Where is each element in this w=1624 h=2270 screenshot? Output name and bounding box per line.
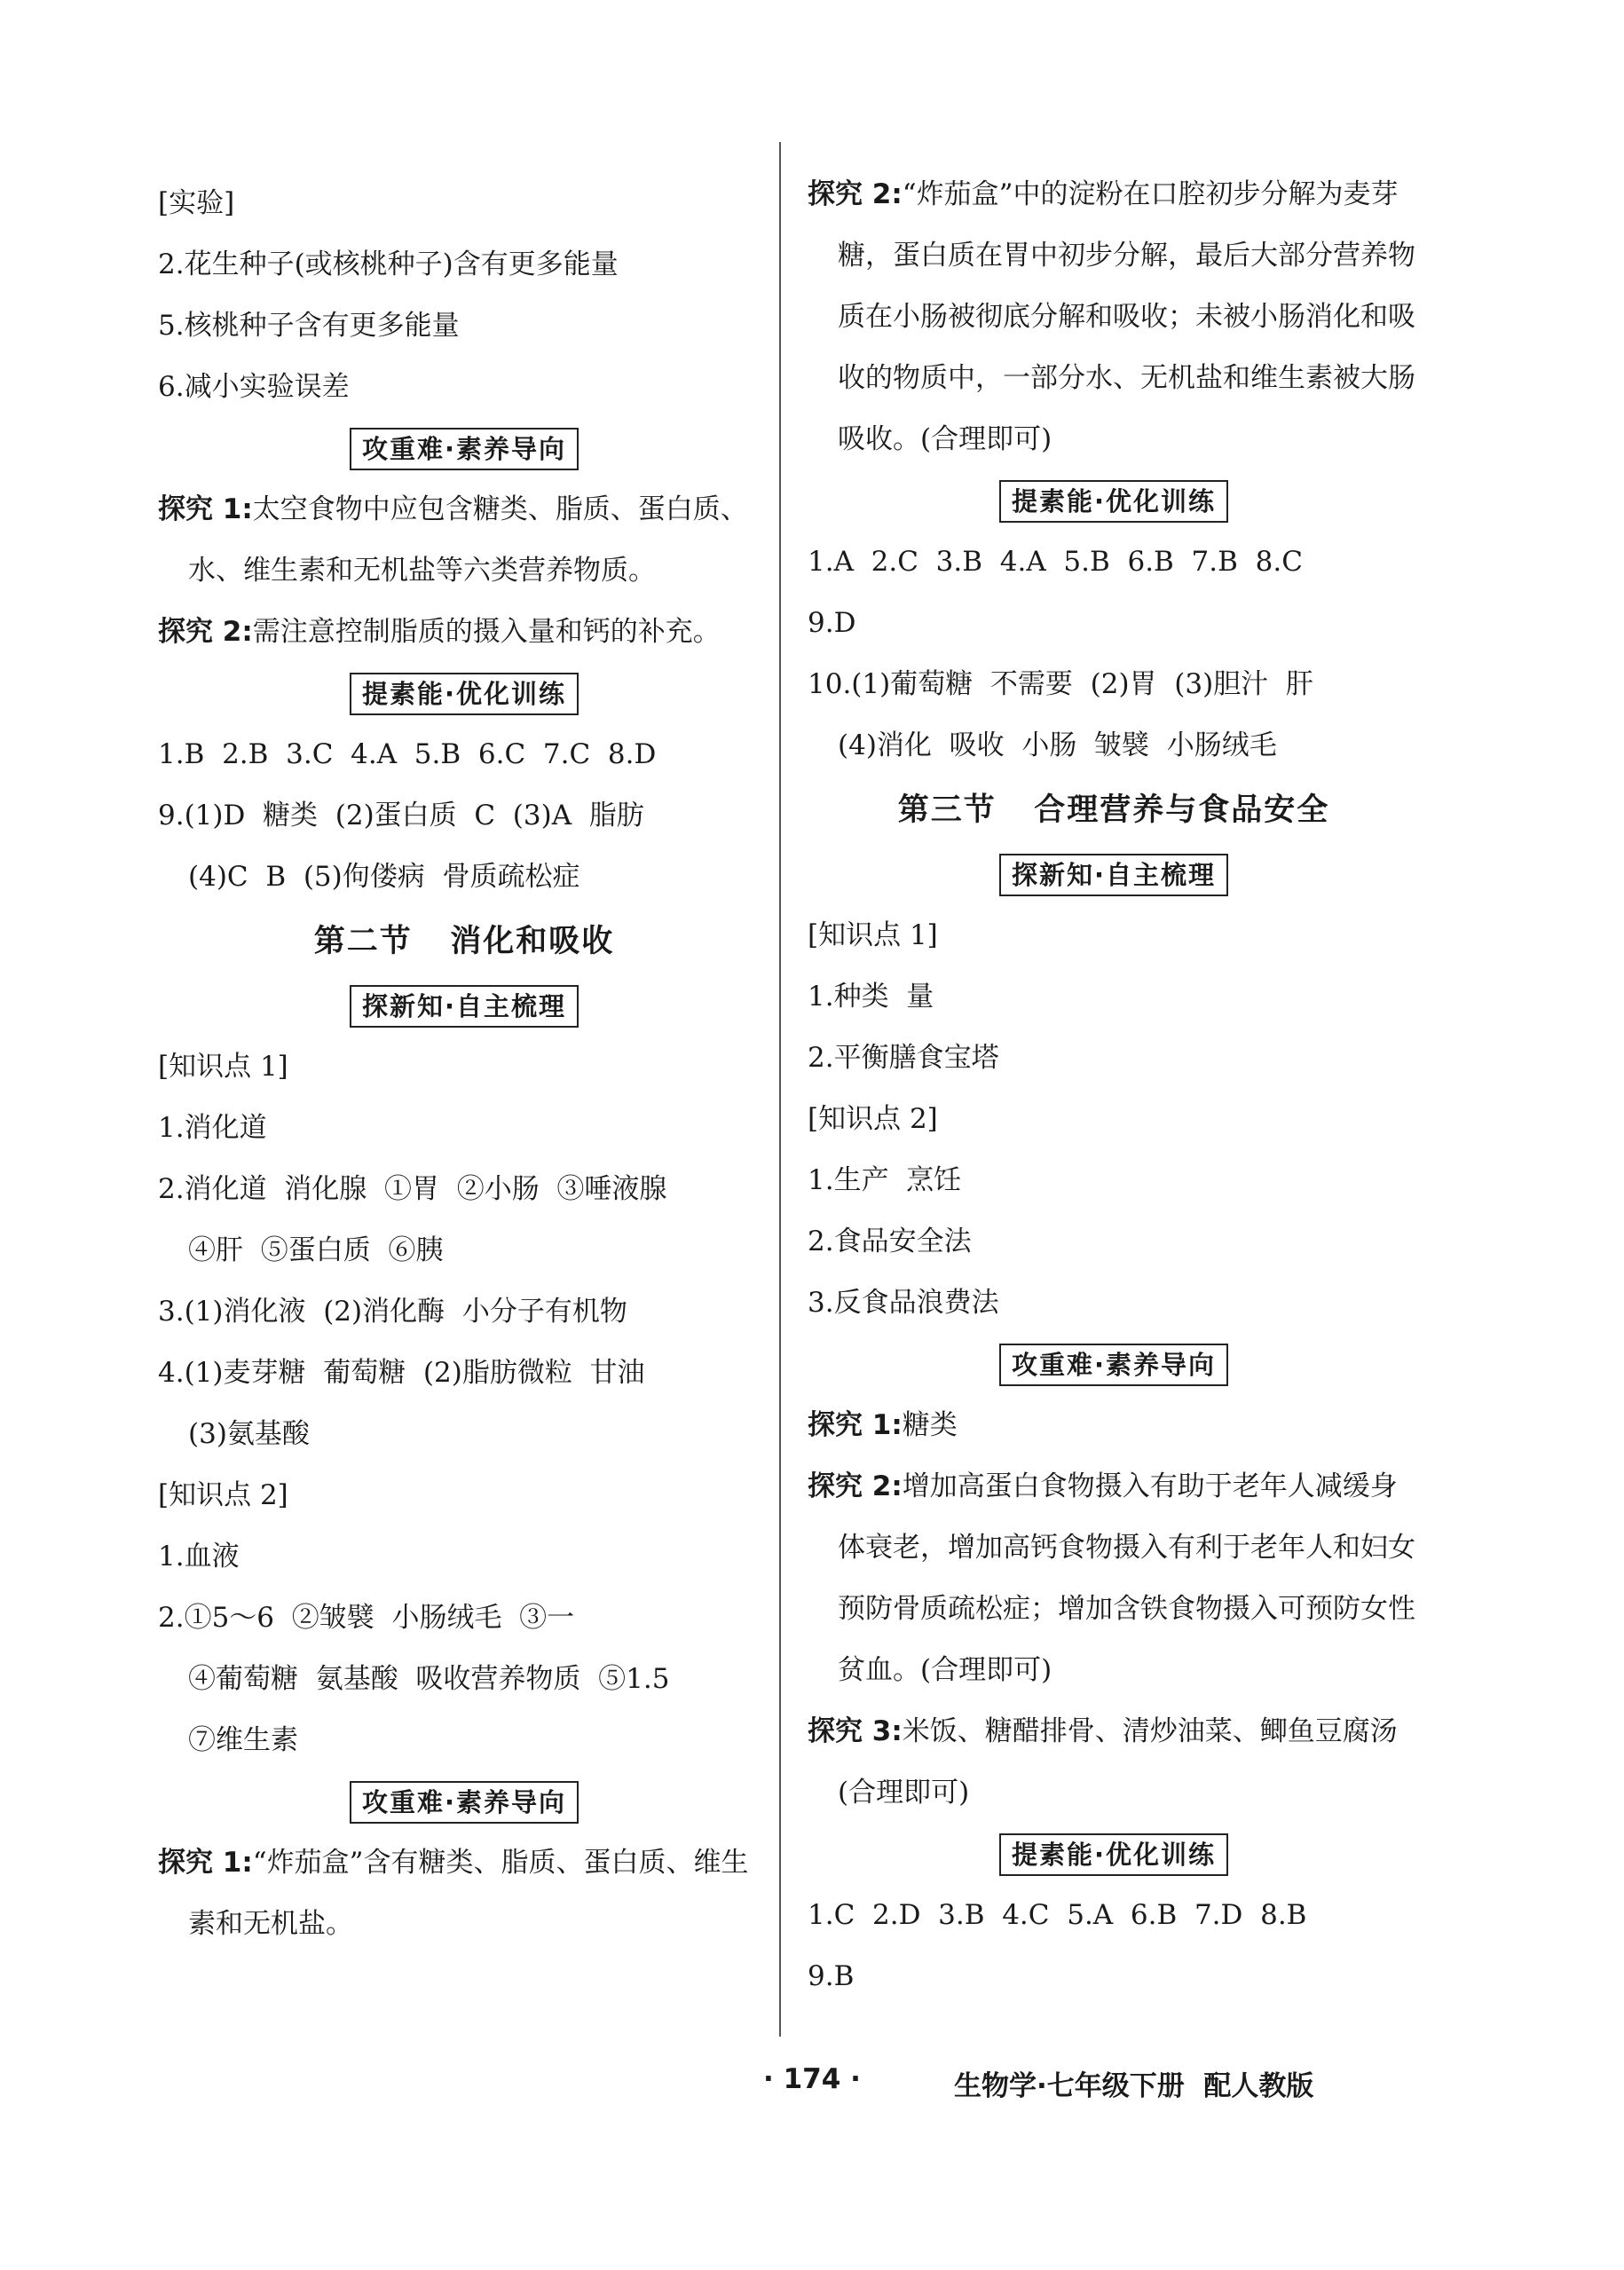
inquiry-label: 探究 1: [808, 1409, 903, 1441]
left-column [158, 173, 770, 1955]
section-box-label: 探新知·自主梳理 [999, 854, 1228, 896]
inquiry-text: 米饭、糖醋排骨、清炒油菜、鲫鱼豆腐汤(合理即可) [838, 1715, 1398, 1809]
inquiry-text: 素和无机盐。 [188, 1908, 353, 1940]
section-box-label: 探新知·自主梳理 [350, 985, 579, 1028]
answer-line: 1.种类 量 [808, 981, 934, 1013]
answer-line: ④肝 ⑤蛋白质 ⑥胰 [188, 1234, 444, 1266]
inquiry-label: 探究 2: [808, 1470, 903, 1502]
answer-line: 2.消化道 消化腺 ①胃 ②小肠 ③唾液腺 [158, 1173, 667, 1205]
answer-line: 1.B 2.B 3.C 4.A 5.B 6.C 7.C 8.D [158, 738, 657, 770]
answer-line: (3)氨基酸 [188, 1418, 310, 1450]
section-box-label: 攻重难·素养导向 [999, 1344, 1228, 1386]
section-box-label: 攻重难·素养导向 [350, 428, 579, 470]
inquiry-text: 糖类 [902, 1409, 958, 1441]
knowledge-point-heading: [知识点 2] [158, 1479, 288, 1511]
knowledge-point-heading: [知识点 2] [808, 1103, 938, 1135]
page-number: · 174 · [763, 2063, 861, 2095]
answer-line: 1.C 2.D 3.B 4.C 5.A 6.B 7.D 8.B [808, 1899, 1307, 1931]
answer-line: 1.消化道 [158, 1112, 267, 1144]
answer-line: 2.①5～6 ②皱襞 小肠绒毛 ③一 [158, 1602, 575, 1634]
inquiry-text: 需注意控制脂质的摄入量和钙的补充。 [252, 616, 721, 648]
answer-line: (4)C B (5)佝偻病 骨质疏松症 [188, 861, 580, 893]
section-title: 第二节 消化和吸收 [313, 924, 615, 959]
section-box-label: 提素能·优化训练 [999, 1833, 1228, 1876]
answer-line: 2.食品安全法 [808, 1226, 972, 1257]
inquiry-label: 探究 1: [158, 1847, 253, 1879]
experiment-heading: [实验] [158, 187, 235, 219]
inquiry-text: 太空食物中应包含糖类、脂质、蛋白质、 [252, 493, 748, 525]
answer-line: 5.核桃种子含有更多能量 [158, 310, 460, 342]
knowledge-point-heading: [知识点 1] [158, 1051, 288, 1083]
section-box-label: 攻重难·素养导向 [350, 1781, 579, 1824]
answer-line: 1.血液 [158, 1541, 240, 1572]
footer-title: 生物学·七年级下册 配人教版 [954, 2070, 1314, 2102]
answer-line: ⑦维生素 [188, 1724, 298, 1756]
inquiry-text: 水、维生素和无机盐等六类营养物质。 [188, 555, 656, 587]
inquiry-text: 增加高蛋白食物摄入有助于老年人减缓身体衰老，增加高钙食物摄入有利于老年人和妇女预防骨质疏松症；增加含铁食物摄入可预防女性贫血。(合理即可) [838, 1470, 1415, 1686]
answer-line: (4)消化 吸收 小肠 皱襞 小肠绒毛 [838, 729, 1277, 761]
knowledge-point-heading: [知识点 1] [808, 919, 938, 951]
inquiry-label: 探究 2: [808, 178, 903, 210]
inquiry-text: “炸茄盒”含有糖类、脂质、蛋白质、维生 [252, 1847, 749, 1879]
inquiry-label: 探究 1: [158, 493, 253, 525]
column-divider [779, 142, 781, 2037]
answer-line: 9.(1)D 糖类 (2)蛋白质 C (3)A 脂肪 [158, 800, 644, 832]
inquiry-label: 探究 2: [158, 616, 253, 648]
answer-line: 6.减小实验误差 [158, 371, 350, 403]
answer-line: 3.反食品浪费法 [808, 1287, 999, 1319]
answer-line: ④葡萄糖 氨基酸 吸收营养物质 ⑤1.5 [188, 1663, 670, 1695]
section-box-label: 提素能·优化训练 [350, 673, 579, 715]
answer-line: 4.(1)麦芽糖 葡萄糖 (2)脂肪微粒 甘油 [158, 1357, 645, 1389]
answer-line: 1.生产 烹饪 [808, 1164, 962, 1196]
answer-line: 10.(1)葡萄糖 不需要 (2)胃 (3)胆汁 肝 [808, 668, 1313, 700]
answer-line: 2.平衡膳食宝塔 [808, 1042, 999, 1074]
answer-line: 2.花生种子(或核桃种子)含有更多能量 [158, 248, 619, 280]
inquiry-text: “炸茄盒”中的淀粉在口腔初步分解为麦芽糖，蛋白质在胃中初步分解，最后大部分营养物质在小肠被彻底分解和吸收；未被小肠消化和吸收的物质中，一部分水、无机盐和维生素被大肠吸收。(合理即可) [838, 178, 1415, 455]
answer-line: 9.D [808, 607, 856, 639]
section-box-label: 提素能·优化训练 [999, 480, 1228, 523]
right-column [808, 164, 1420, 2007]
answer-line: 1.A 2.C 3.B 4.A 5.B 6.B 7.B 8.C [808, 546, 1303, 578]
answer-line: 3.(1)消化液 (2)消化酶 小分子有机物 [158, 1296, 627, 1328]
answer-line: 9.B [808, 1960, 855, 1992]
section-title: 第三节 合理营养与食品安全 [897, 792, 1330, 828]
inquiry-label: 探究 3: [808, 1715, 903, 1747]
